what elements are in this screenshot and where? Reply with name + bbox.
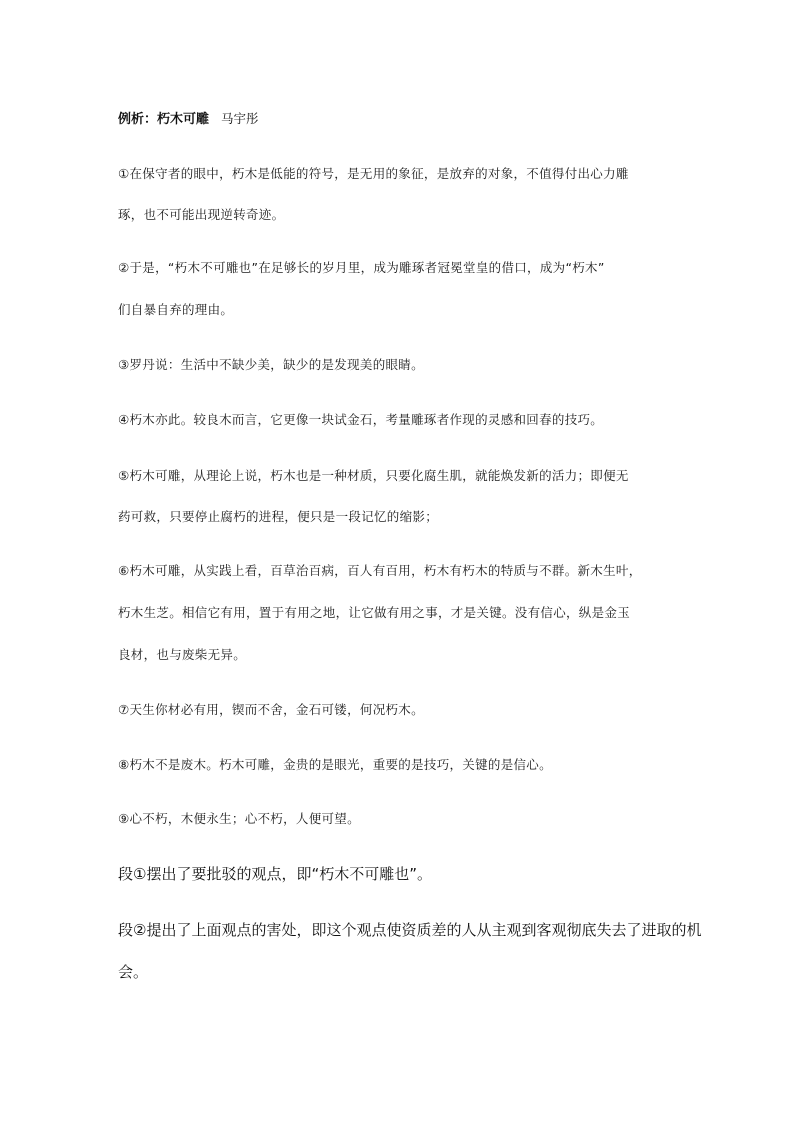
- paragraph-1-line-2: 琢，也不可能出现逆转奇迹。: [118, 207, 285, 222]
- title-main: 朽木可雕: [157, 112, 210, 127]
- paragraph-3: ③罗丹说：生活中不缺少美，缺少的是发现美的眼睛。: [118, 357, 424, 372]
- paragraph-5-line-1: ⑤朽木可雕，从理论上说，朽木也是一种材质，只要化腐生肌，就能焕发新的活力；即便无: [118, 468, 629, 483]
- paragraph-8: ⑧朽木不是废木。朽木可雕，金贵的是眼光，重要的是技巧，关键的是信心。: [118, 757, 552, 772]
- title-author: 马宇彤: [221, 111, 259, 126]
- paragraph-6-line-3: 良材，也与废柴无异。: [118, 647, 247, 662]
- analysis-note-2-line-2: 会。: [118, 963, 149, 981]
- paragraph-2-line-2: 们自暴自弃的理由。: [118, 302, 234, 317]
- paragraph-2-line-1: ②于是，“朽木不可雕也”在足够长的岁月里，成为雕琢者冠冕堂皇的借口，成为“朽木”: [118, 260, 605, 275]
- analysis-note-1: 段①摆出了要批驳的观点，即“朽木不可雕也”。: [118, 865, 432, 883]
- paragraph-6-line-2: 朽木生芝。相信它有用，置于有用之地，让它做有用之事，才是关键。没有信心，纵是金玉: [118, 605, 631, 620]
- title-prefix: 例析：: [118, 112, 158, 127]
- paragraph-5-line-2: 药可救，只要停止腐朽的进程，便只是一段记忆的缩影；: [118, 509, 439, 524]
- paragraph-4: ④朽木亦此。较良木而言，它更像一块试金石，考量雕琢者作现的灵感和回春的技巧。: [118, 412, 604, 427]
- example-title: [118, 108, 259, 127]
- paragraph-7: ⑦天生你材必有用，锲而不舍，金石可镂，何况朽木。: [118, 702, 424, 717]
- paragraph-9: ⑨心不朽，木便永生；心不朽，人便可望。: [118, 811, 360, 826]
- paragraph-6-line-1: ⑥朽木可雕，从实践上看，百草治百病，百人有百用，朽木有朽木的特质与不群。新木生叶，: [118, 563, 642, 578]
- paragraph-1-line-1: ①在保守者的眼中，朽木是低能的符号，是无用的象征，是放弃的对象，不值得付出心力雕: [118, 166, 629, 181]
- analysis-note-2-line-1: 段②提出了上面观点的害处，即这个观点使资质差的人从主观到客观彻底失去了进取的机: [118, 921, 702, 939]
